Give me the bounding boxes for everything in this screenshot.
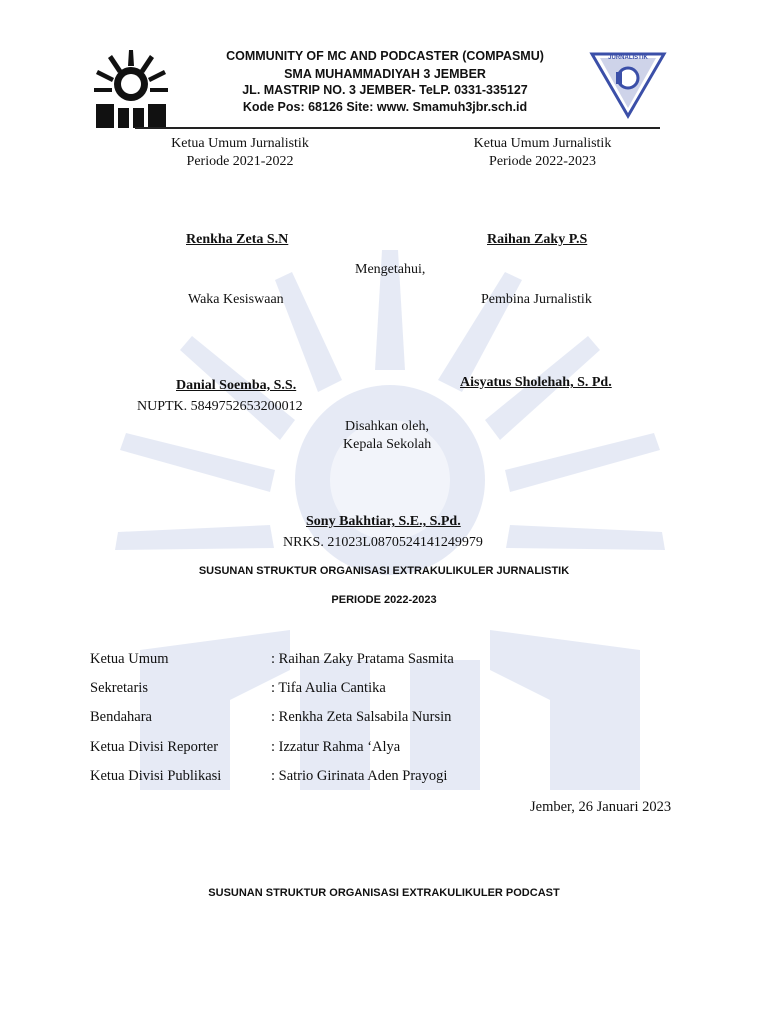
jurnalistik-logo-label: JURNALISTIK (608, 55, 648, 61)
kepsek-name: Sony Bakhtiar, S.E., S.Pd. (306, 514, 461, 529)
podcast-structure-title: SUSUNAN STRUKTUR ORGANISASI EXTRAKULIKULER PODCAST (208, 887, 560, 899)
pembina-label: Pembina Jurnalistik (481, 292, 592, 307)
row-role-0: Ketua Umum (90, 651, 169, 667)
row-name-4: : Satrio Girinata Aden Prayogi (271, 768, 448, 784)
row-name-1: : Tifa Aulia Cantika (271, 680, 386, 696)
mengetahui-label: Mengetahui, (355, 262, 426, 277)
waka-name: Danial Soemba, S.S. (176, 378, 297, 393)
right-role: Ketua Umum Jurnalistik (473, 136, 612, 151)
disahkan-label: Disahkan oleh, (345, 419, 429, 434)
header-line-1: COMMUNITY OF MC AND PODCASTER (COMPASMU) (226, 49, 544, 63)
waka-nuptk: NUPTK. 5849752653200012 (137, 399, 303, 414)
header-divider (135, 127, 660, 129)
header-line-2: SMA MUHAMMADIYAH 3 JEMBER (284, 67, 486, 81)
row-name-0: : Raihan Zaky Pratama Sasmita (271, 651, 454, 667)
header-line-4: Kode Pos: 68126 Site: www. Smamuh3jbr.sch.id (242, 100, 528, 114)
row-name-3: : Izzatur Rahma ‘Alya (271, 739, 401, 755)
header-line-3: JL. MASTRIP NO. 3 JEMBER- TeLP. 0331-335127 (242, 83, 528, 97)
right-signer-name: Raihan Zaky P.S (487, 232, 588, 247)
pembina-name: Aisyatus Sholehah, S. Pd. (460, 375, 612, 390)
left-period: Periode 2021-2022 (186, 154, 294, 169)
structure-title: SUSUNAN STRUKTUR ORGANISASI EXTRAKULIKULER JURNALISTIK (198, 565, 570, 577)
signing-date: Jember, 26 Januari 2023 (530, 799, 672, 815)
row-role-2: Bendahara (90, 709, 152, 725)
row-name-2: : Renkha Zeta Salsabila Nursin (271, 709, 452, 725)
waka-label: Waka Kesiswaan (188, 292, 284, 307)
muhammadiyah-watermark (60, 230, 720, 790)
school-logo (90, 46, 172, 130)
row-role-3: Ketua Divisi Reporter (90, 739, 219, 755)
kepsek-nrks: NRKS. 21023L0870524141249979 (283, 535, 483, 550)
structure-period: PERIODE 2022-2023 (331, 594, 437, 606)
row-role-4: Ketua Divisi Publikasi (90, 768, 222, 784)
left-role: Ketua Umum Jurnalistik (171, 136, 309, 151)
right-period: Periode 2022-2023 (489, 154, 596, 169)
row-role-1: Sekretaris (90, 680, 148, 696)
left-signer-name: Renkha Zeta S.N (186, 232, 289, 247)
kepsek-label: Kepala Sekolah (343, 437, 432, 452)
